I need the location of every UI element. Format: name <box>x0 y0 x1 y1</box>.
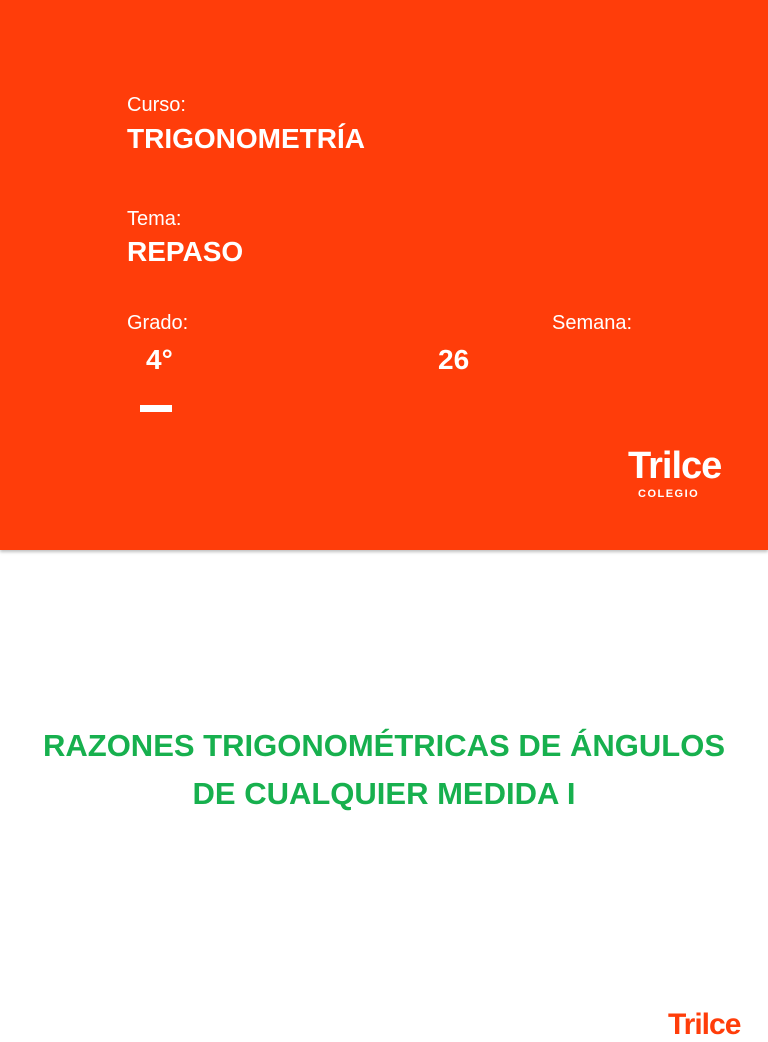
logo-subtitle: COLEGIO <box>638 488 700 500</box>
lesson-title: RAZONES TRIGONOMÉTRICAS DE ÁNGULOS DE CUALQUIER MEDIDA I <box>42 728 725 811</box>
grade-value: 4° <box>146 344 173 375</box>
grade-label: Grado: <box>127 312 189 334</box>
topic-value: REPASO <box>127 236 244 267</box>
week-value: 26 <box>438 344 470 375</box>
trilce-logo <box>628 446 738 506</box>
course-label: Curso: <box>127 94 186 116</box>
week-label: Semana: <box>552 312 633 334</box>
footer-logo: Trilce <box>668 1008 741 1041</box>
topic-label: Tema: <box>127 208 182 230</box>
course-value: TRIGONOMETRÍA <box>127 123 365 154</box>
logo-wordmark: Trilce <box>628 445 722 487</box>
dash-marker <box>140 405 172 412</box>
